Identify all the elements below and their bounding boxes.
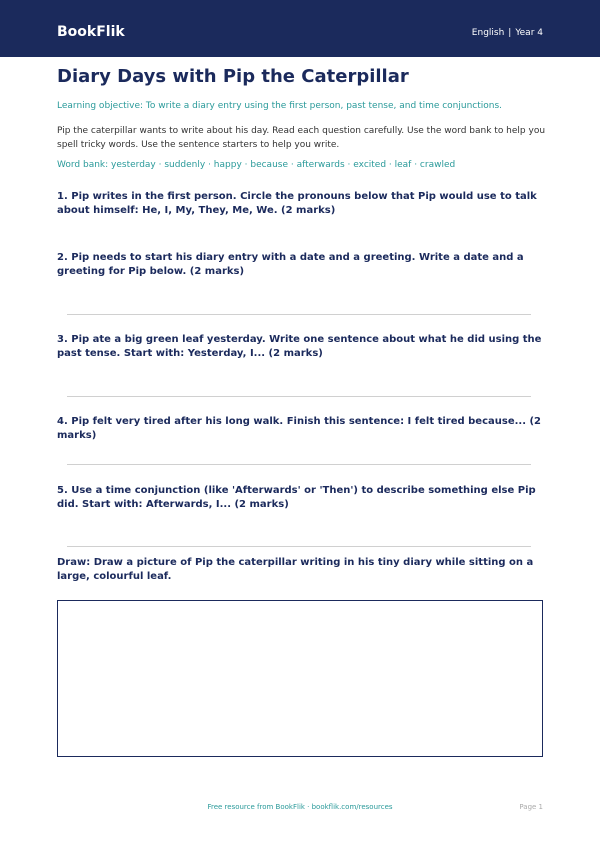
subject-name: English (471, 28, 505, 38)
page-number: Page 1 (519, 803, 543, 811)
intro-text: Pip the caterpillar wants to write about his day. Read each question carefully. Use the word bank to help you spell tricky words. Use the sentence starters to help you write. (57, 126, 546, 150)
question-1: 1. Pip writes in the first person. Circle the pronouns below that Pip would use to talk about himself: He, I, My, They, Me, We. (2 marks) (57, 191, 537, 216)
question-5: 5. Use a time conjunction (like 'Afterwards' or 'Then') to describe something else Pip did. Start with: Afterwards, I... (2 marks) (57, 485, 536, 510)
page-title: Diary Days with Pip the Caterpillar (57, 66, 409, 87)
draw-prompt: Draw: Draw a picture of Pip the caterpillar writing in his tiny diary while sitting on a large, colourful leaf. (57, 557, 534, 582)
question-4: 4. Pip felt very tired after his long walk. Finish this sentence: I felt tired because... (2 marks) (57, 416, 542, 441)
answer-line-2[interactable] (67, 314, 531, 315)
footer-text: Free resource from BookFlik · bookflik.com/resources (207, 803, 393, 811)
separator: | (508, 28, 512, 38)
year-label: Year 4 (515, 28, 543, 38)
page-header (0, 0, 600, 57)
question-2: 2. Pip needs to start his diary entry with a date and a greeting. Write a date and a greeting for Pip below. (2 marks) (57, 252, 524, 277)
drawing-box[interactable] (57, 600, 543, 757)
answer-line-3[interactable] (67, 396, 531, 397)
word-bank: Word bank: yesterday · suddenly · happy · because · afterwards · excited · leaf · crawled (57, 160, 456, 170)
brand-logo: BookFlik (57, 24, 125, 40)
answer-line-5[interactable] (67, 546, 531, 547)
subject-label (472, 28, 543, 38)
answer-line-4[interactable] (67, 464, 531, 465)
question-3: 3. Pip ate a big green leaf yesterday. Write one sentence about what he did using the past tense. Start with: Yesterday, I... (2 marks) (57, 334, 542, 359)
learning-objective: Learning objective: To write a diary entry using the first person, past tense, and time conjunctions. (57, 101, 503, 111)
